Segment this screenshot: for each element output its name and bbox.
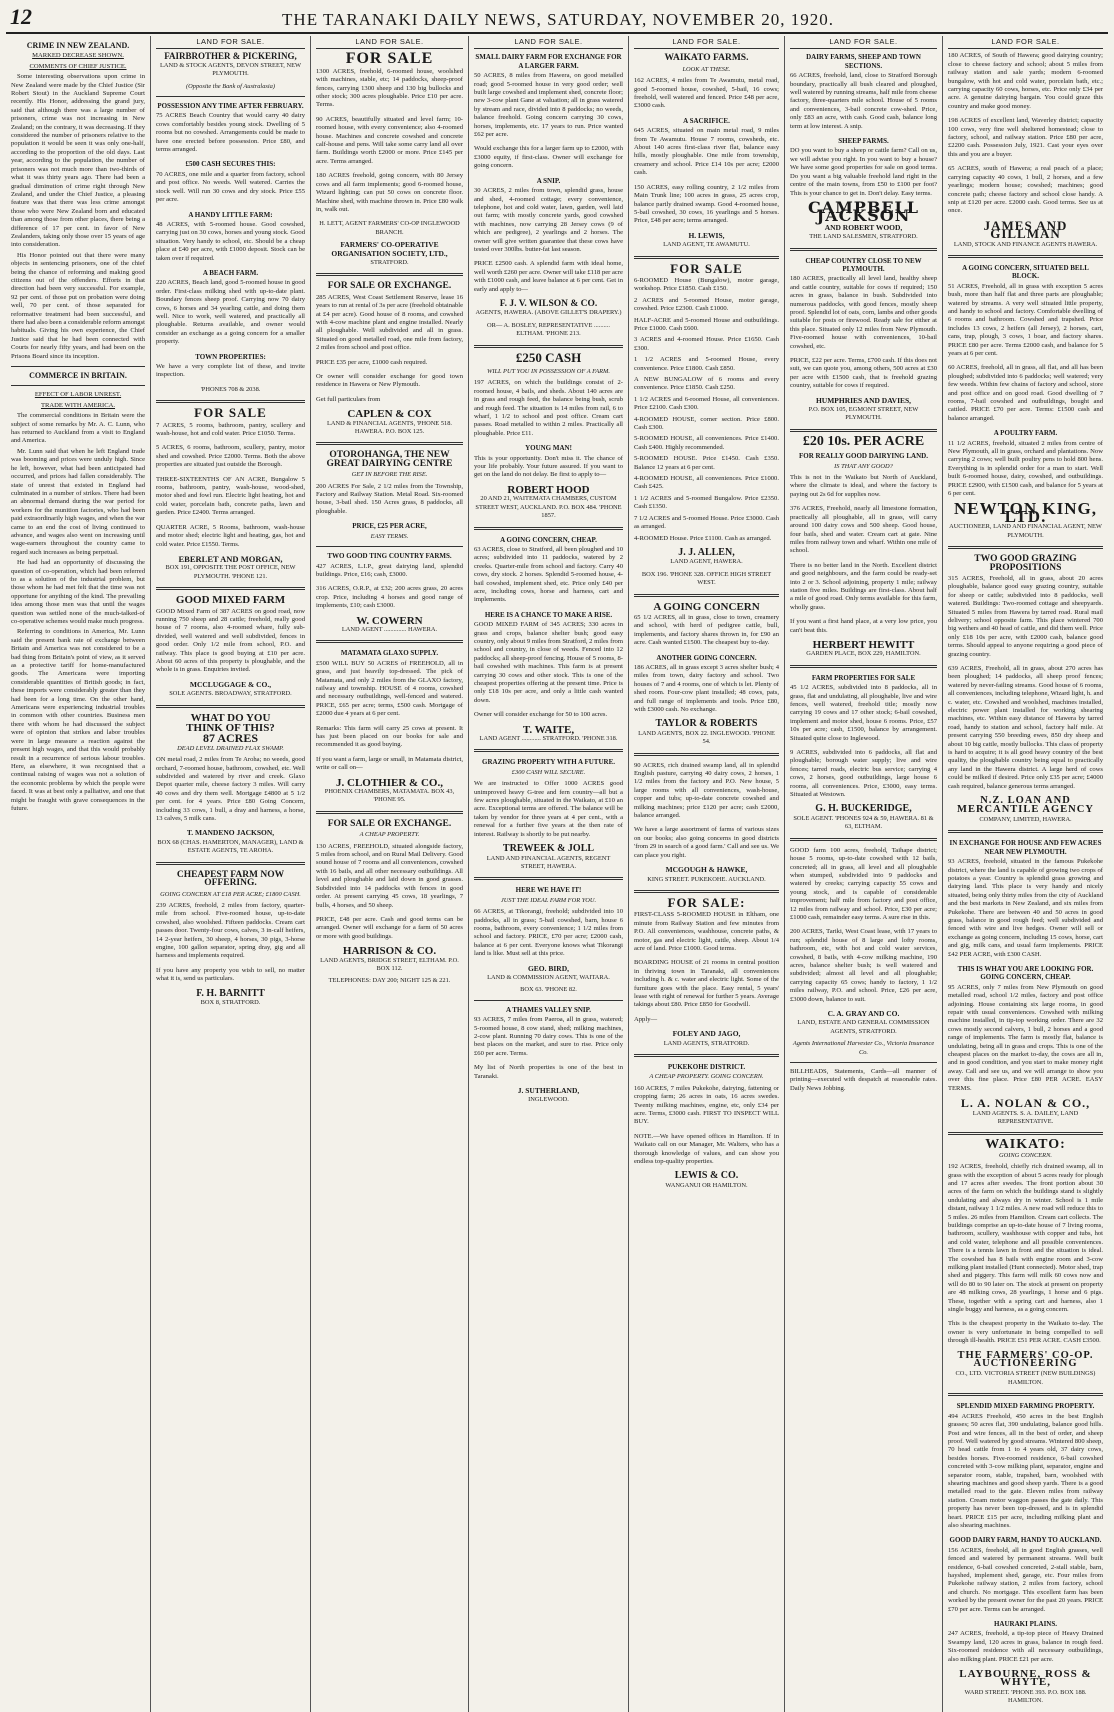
ad-heading: GRAZING PROPERTY WITH A FUTURE.	[482, 758, 615, 767]
ad-text: 9 ACRES, subdivided into 6 paddocks, all flat and ploughable; borough water supply; live and wire fences; tarred roads, electric bus service; carrying 4 cows, 2 horses, good outbuildings, large house 6 rooms, all conveniences. Price, £3000, easy terms. Situated at Westown.	[790, 749, 937, 799]
agent-address: LAND AND FINANCIAL AGENTS, REGENT STREET, HAWERA.	[486, 854, 611, 870]
ad-heading: WAIKATO FARMS.	[664, 53, 749, 64]
ad-text: 247 ACRES, freehold, a tip-top piece of Heavy Drained Swampy land, 120 acres in grass, balance in rough feed. Six-roomed residence with all necessary outbuildings, also milking plant. PRICE £21 per acre.	[948, 1630, 1103, 1663]
agent-note: (Opposite the Bank of Australasia)	[186, 82, 275, 90]
agent-address: LAND AGENT, TE AWAMUTU.	[663, 241, 750, 249]
ad-heading-large: 87 ACRES	[202, 731, 258, 746]
agent-name: MCGOUGH & HAWKE,	[665, 865, 748, 875]
ad-text: 70 ACRES, one mile and a quarter from factory, school and post office. No weeds. Well watered. Carries the stock well. Will run 30 cows and dry stock. Price £55 per acre.	[156, 170, 305, 204]
list-item: 3 ACRES and 4-roomed House. Price £1650. Cash £300.	[634, 336, 779, 352]
article-paragraph: He had had an opportunity of discussing the question of co-operation, which had been referred to as a solution of the industrial problem, but those whom he had met felt that the time was not opportune for anything of the kind. The prevailing idea among those men was that until the wages question was settled none of the much-talked-of co-operative schemes would make much progress.	[11, 559, 145, 625]
ad-text: 1300 ACRES, freehold, 6-roomed house, woolshed with machines, stable, etc; 14 paddocks, sheep-proof fences, carrying 1300 sheep and 130 big bullocks and other stock; 300 acres ploughable. Price £10 per acre. Terms.	[316, 67, 463, 109]
ad-text: There is no better land in the North. Excellent district and good neighbours, and the farm could be ready-set into 2 or 3. School adjoining, property 1 mile; railway station five miles. Buildings are first-class. About half a mile of good road. Only terms available for this farm, wholly grass.	[790, 561, 937, 611]
list-item: 1 1/2 ACRES and 5-roomed Bungalow. Price £2350. Cash £1350.	[634, 494, 779, 511]
ad-text: 75 ACRES Beach Country that would carry 40 dairy cows comfortably besides young stock. Dwelling of 5 rooms but no cowshed. Arrangements could be made to have one erected before possession. Price £80, and terms arranged.	[156, 112, 305, 154]
ad-heading: A HANDY LITTLE FARM:	[188, 210, 273, 219]
ad-text: 285 ACRES, West Coast Settlement Reserve, lease 16 years to run at rental of 3s per acre (freehold obtainable at £4 per acre). Good house of 8 rooms, and cowshed with 4-cow machine plant and engine installed. Nearly all ploughable. Well subdivided and all in grass. Situated on good metalled road, one mile from factory, 2 miles from school and post office.	[316, 293, 463, 352]
ad-text: 156 ACRES, freehold, all in good English grasses, well fenced and watered by permanent streams. Well built residence, 6-bail cowshed concreted, 2-stall stable, barn, hayshed, implement shed, garage, etc. Four miles from Pukekohe railway station, 2 miles from factory, school and church. No mortgage. This excellent farm has been worked by the present owner for the past 20 years. PRICE £70 per acre. Terms can be arranged.	[948, 1546, 1103, 1613]
ad-text: We have a large assortment of farms of various sizes on our books; also going concerns in good districts 'from 29 in search of a good farm.' Call and see us. We can place you right.	[634, 826, 779, 859]
ad-text: 376 ACRES, Freehold, nearly all limestone formation, practically all ploughable, all in grass, will carry around 100 dairy cows and 500 sheep. Good house, four bails, shed and water. Cream cart at gate. Nine miles from railway town and wharf. Within one mile of school.	[790, 505, 937, 555]
agent-name-display: LAYBOURNE, ROSS & WHYTE,	[959, 1668, 1092, 1689]
agent-address: PHOENIX CHAMBERS, MATAMATA. BOX 43, 'PHONE 95.	[324, 788, 455, 804]
ad-subheading: GET IN BEFORE THE RISE.	[351, 471, 428, 479]
list-item: A NEW BUNGALOW of 6 rooms and every convenience. Price £1850. Cash £250.	[634, 376, 779, 392]
agent-address: LAND AGENTS, BRIDGE STREET, ELTHAM. P.O. BOX 112.	[320, 956, 459, 972]
agent-address: P.O. BOX 105, EGMONT STREET, NEW PLYMOUTH.	[808, 406, 919, 422]
ad-heading: SPLENDID MIXED FARMING PROPERTY.	[956, 1402, 1095, 1411]
ad-text: PRICE £2500 cash. A splendid farm with ideal home, well worth £260 per acre. Owner will take £118 per acre with £1000 cash, and leave balance at 6 per cent. Get in early and apply to—	[474, 260, 623, 293]
agent-address: BOX 68 (CHAS. HAMERTON, MANAGER), LAND & ESTATE AGENTS, TE AROHA.	[157, 838, 304, 855]
agent-address: WANGANUI OR HAMILTON.	[665, 1181, 748, 1189]
agent-address: CO., LTD. VICTORIA STREET (NEW BUILDINGS) HAMILTON.	[955, 1370, 1096, 1386]
ad-subheading: A CHEAP PROPERTY. GOING CONCERN.	[649, 1073, 764, 1081]
ad-subheading: DEAD LEVEL DRAINED FLAX SWAMP.	[177, 744, 284, 752]
column-ads-5	[629, 36, 785, 1712]
ad-heading-large: FOR SALE	[345, 50, 434, 68]
agent-name: FAIRBROTHER & PICKERING,	[164, 51, 297, 62]
agent-name: FOLEY AND JAGO,	[672, 1029, 741, 1039]
ad-text: ON metal road, 2 miles from Te Aroha; no weeds, good orchard, 7-roomed house, bathroom, cowshed, etc. Well subdivided and watered by river and creek. Glaxo Depot quarter mile, cheese factory 3 miles. Will carry 40 cows and dry them well. Mortgage £4800 at 5 1/2 per cent. for 4 years. Price £80 Going Concern, including 33 cows, 1 bull, a dray and harness, a horse, 13 calves, 5 milk cans.	[156, 756, 305, 823]
column-ads-6	[785, 36, 943, 1712]
ad-text: GOOD MIXED FARM of 345 ACRES; 330 acres in grass and crops, balance shelter bush; good easy country, only about 9 miles from Stratford, 2 miles from school and country, in close of weeds. Fenced into 12 paddocks; all sheep-proof fencing. House of 5 rooms, 8-bail cowshed with machines. This farm is at present carrying 30 cows and other stock. This is one of the cheapest properties offering at the present time. Price is only £18 10s per acre, and only a little cash wanted down.	[474, 621, 623, 704]
ad-text: 65 1/2 ACRES, all in grass, close to town, creamery and school, with herd of pedigree cattle, bull, implements, and factory shares thrown in, for £90 an acre. Cash wanted £1500. The cheapest buy to-day.	[634, 613, 779, 647]
ad-text: This is the cheapest property in the Waikato to-day. The owner is very unfortunate in being compelled to sell through ill-health. PRICE £51 PER ACRE. CASH £3500.	[948, 1320, 1103, 1345]
agent-name: W. COWERN	[356, 614, 423, 627]
ad-text: PRICE £35 per acre, £1000 cash required.	[316, 358, 428, 366]
agent-address: LAND AGENTS, STRATFORD.	[663, 1039, 750, 1047]
agent-name: T. WAITE,	[522, 723, 575, 736]
ad-heading-large: FOR SALE	[670, 260, 743, 276]
ad-heading-large: £20 10s. PER ACRE	[802, 433, 925, 449]
list-item: 6-ROOMED House (Bungalow), motor garage, workshop. Price £1850. Cash £150.	[634, 276, 779, 293]
agent-name: AND ROBERT WOOD,	[824, 222, 903, 232]
ad-heading: MATAMATA GLAXO SUPPLY.	[340, 649, 439, 658]
ad-text: THREE-SIXTEENTHS OF AN ACRE, Bungalow 5 rooms, bathroom, pantry, wash-house, wood-shed, motor shed and fowl run. Electric light heating, hot and cold water, porcelain bath, concrete paths, lawn and garden. Price £2400. Terms arranged.	[156, 475, 305, 517]
ad-text: 130 ACRES, FREEHOLD, situated alongside factory, 5 miles from school, and on Rural Mail Delivery. Good sound house of 7 rooms and all conveniences, cowshed with 16 bails, and all other necessary outbuildings. All level and ploughable and laid down in good grasses. Subdivided into 14 paddocks with fences in good order. At present carrying 45 cows, 18 yearlings, 7 bulls, 4 horses, and 50 sheep.	[316, 842, 463, 909]
column-ads-3	[311, 36, 469, 1712]
ad-text: If you want a first hand place, at a very low price, you can't beat this.	[790, 618, 937, 634]
agent-name: G. H. BUCKERIDGE,	[815, 803, 912, 815]
ad-text: 220 ACRES, Beach land, good 5-roomed house in good order. First-class milking shed with up-to-date plant. Boundary fences sheep proof. Carrying now 70 dairy cows, 6 horses and 34 yearling cattle, and doing them well. Nice to work, well watered, and practically all ploughable. Returns available, and owner would consider an exchange as a going concern for a smaller property.	[156, 279, 305, 346]
article-paragraph: Some interesting observations upon crime in New Zealand were made by the Chief Justice (Sir Robert Stout) in the Auckland Supreme Court recently. His Honor, addressing the grand jury, said that although there was a large number of prisoners, crime was not increasing in New Zealand; on the contrary, it was decreasing. If they considered the number of prisoners relative to the population it would be seen it was only one-half, according to the proportion of the old days. Last year, according to the population, the number of prisoners was not much more than two-thirds of what it was thirty years ago. There had been a gradual diminution of crime right through New Zealand, and under the Chief Justice, a pleasing feature was that there was less crime amongst those who were New Zealand born and educated than among those from other places, there being a difference of 17 per cent. in favor of New Zealanders, taking only those over 15 years of age into consideration.	[11, 73, 145, 249]
list-item: 1 1/2 ACRES and 5-roomed House, every convenience. Price £1800. Cash £850.	[634, 356, 779, 372]
newspaper-title: THE TARANAKI DAILY NEWS, SATURDAY, NOVEMBER 20, 1920.	[282, 10, 834, 29]
agent-name: ROBERT HOOD	[507, 483, 590, 496]
ad-subheading: FOR REALLY GOOD DAIRYING LAND.	[799, 452, 928, 461]
agent-address: LAND & FINANCIAL AGENTS, 'PHONE 518. HAWERA. P.O. BOX 125.	[327, 419, 452, 436]
ad-heading: A GOING CONCERN, SITUATED BELL BLOCK.	[962, 263, 1089, 281]
property-list	[634, 277, 779, 543]
ad-text: 150 ACRES, easy rolling country, 2 1/2 miles from Main Trunk line; 100 acres in grass, 25 acres crop, balance partly drained swamp. Good 4-roomed house, 5-bail cowshed, 30 cows, 16 yearlings and 5 horses. Price, £48 per acre; terms arranged.	[634, 183, 779, 225]
article-title: COMMERCE IN BRITAIN.	[29, 371, 127, 381]
agent-address: LAND AGENT .............. HAWERA.	[341, 625, 438, 633]
ad-text: 51 ACRES, Freehold, all in grass with exception 5 acres bush, more than half flat and three parts are ploughable; watered by streams. A very well situated little property, and handy to school and factory. Comfortable dwelling of 6 rooms and bathroom. Cowshed and trapshed. Price includes 13 cows, 2 heifers (all Jersey), 2 horses, cart, cans, trap, plough, 3 cows, 1 boar, and factory shares. PRICE £80 per acre. Terms £2000 cash, and balance for 5 years at 6 per cent.	[948, 282, 1103, 357]
ad-text: 95 ACRES, only 7 miles from New Plymouth on good metalled road, school 1/2 miles, factory and post office adjoining. House containing six large rooms, in good repair with usual conveniences. Cowshed with milking machine installed, in tip-top working order. There are 32 cows mostly second calvers, 1 bull, 2 horses and a good range of implements. The farm is mostly flat, balance is undulating, being all in grass and crops. This is one of the cheapest places on the market to-day, the cows are all in, and in good condition, and you start to make money right away. Call and see us, and we will arrange to show you over this fine place. Price £80 PER ACRE. EASY TERMS.	[948, 983, 1103, 1092]
article-paragraph: Mr. Lunn said that when he left England trade was booming and prices were unduly high. Since he left, however, what had been anticipated had occurred, and prices had fallen considerably. The state of unrest that existed in England had culminated in a number of strikes. There had been an abnormal demand during the war period for workers for the munition factories, who had been paid extraordinarily high wages, and when the war came to an end the cost of living continued to advance, and wages also went on increasing until wage-earners throughout the country came to regard such increases as being perpetual.	[11, 447, 145, 556]
agent-name: HARRISON & CO.	[342, 945, 437, 958]
ad-text: If you have any property you wish to sell, no matter what it is, send us particulars.	[156, 966, 305, 983]
ad-heading: HERE WE HAVE IT!	[515, 886, 582, 895]
column-ads-7	[943, 36, 1108, 1712]
ad-text: 239 ACRES, freehold, 2 miles from factory, quarter-mile from school. Five-roomed house, up-to-date cowshed, also woolshed. Fifteen paddocks. Cream cart passes door. Twenty-four cows, calves, 3 in-calf heifers, 14 2-year heifers, 30 sheep, 4 horses, 30 pigs, 3-horse engine, 100 gallon separator, spring dray, gig and all harness and implements required.	[156, 901, 305, 960]
ad-heading: OTOROHANGA, THE NEW GREAT DAIRYING CENTRE	[326, 450, 453, 469]
ad-subheading: A CHEAP PROPERTY.	[359, 831, 420, 839]
agent-name: CAPLEN & COX	[347, 408, 432, 421]
ad-text: 198 ACRES of excellent land, Waverley district; capacity 100 cows, very fine well sheltered homestead; close to factory, school, and railway station. Price £80 per acre, £2200 cash. Possession July, 1921. Cast your eyes over this and you are a buyer.	[948, 117, 1103, 158]
ad-text: 48 ACRES, with 5-roomed house. Good cowshed, carrying just on 30 cows, horses and young stock. Good situation. Very handy to school, etc. Should be a cheap place at £40 per acre, with £1000 deposit. Stock can be taken over if required.	[156, 220, 305, 262]
ad-heading-large: A GOING CONCERN	[653, 600, 760, 613]
ad-heading: ANOTHER GOING CONCERN.	[656, 653, 757, 662]
ad-heading-large: £250 CASH	[515, 349, 582, 365]
ad-text: 11 1/2 ACRES, freehold, situated 2 miles from centre of New Plymouth, all in grass, orchard and plantations. Now carrying 2 cows; well built poultry pens to hold 800 hens. Everything is in splendid order for a man to start. Well built 6-roomed house, dairy, cowshed, and outbuildings. PRICE £2900, with £1500 cash, and balance for 5 years at 6 per cent.	[948, 439, 1103, 498]
ad-text: £500 WILL BUY 50 ACRES of FREEHOLD, all in grass, and just heavily top-dressed. The pick of Matamata, and only 2 miles from the GLAXO factory, railway and township. HOUSE of 4 rooms, cowshed and necessary outbuildings, well-fenced and watered. PRICE, £65 per acre; terms, £500 cash. Mortgage of £2000 due 4 years at 6 per cent.	[316, 659, 463, 718]
ad-text: 50 ACRES, 8 miles from Hawera, on good metalled road; good 5-roomed house in very good order; well built large cowshed and implement shed, concrete floor; new 3-cow plant Gane at valuation; all in grass watered by stream and race, divided into 8 paddocks; no weeds, balance freehold. Going concern carrying 30 cows, horses, implements, etc. 17 years to run. Price wanted £62 per acre.	[474, 72, 623, 139]
ad-text: BOARDING HOUSE of 21 rooms in central position in thriving town in Taranaki, all conveniences including h. & c. water and electric light. Some of the furniture goes with the place. Easy rental, 5 years' lease with right of renewal for further 5 years. Average takings about £80. Price £850 for Goodwill.	[634, 959, 779, 1009]
agent-name: TREWEEK & JOLL	[502, 843, 595, 855]
agent-name-display: CAMPBELL JACKSON	[807, 197, 920, 226]
list-item: 2 ACRES and 5-roomed House, motor garage, cowshed. Price £2300. Cash £1000.	[634, 296, 779, 313]
agent-name-display: L. A. NOLAN & CO.,	[960, 1096, 1091, 1111]
list-item: HALF-ACRE and 5-roomed House and outbuildings. Price £1000. Cash £600.	[634, 316, 779, 332]
article-title: CRIME IN NEW ZEALAND.	[26, 41, 130, 50]
ad-heading: £500 CASH SECURES THIS:	[185, 160, 276, 169]
ad-text: 200 ACRES, Tariki, West Coast lease, with 17 years to run; splendid house of 8 large and lofty rooms, bathroom, etc, with hot and cold water services, cowshed, 8 bails, with 4-cow milking machine, 190 acres, balance shelter bush; is well watered and subdivided; almost all level and all ploughable; carrying capacity 65 cows; handy to factory, 1 1/2 miles railway, P.O. and school. Price, £26 per acre, £3000 down, balance to suit.	[790, 928, 937, 1003]
ad-text: Apply—	[634, 1015, 658, 1023]
agent-name: F. H. BARNITT	[196, 987, 265, 999]
agent-name: EBERLET AND MORGAN,	[178, 553, 283, 564]
masthead	[6, 4, 1108, 34]
article-paragraph: The commercial conditions in Britain were the subject of some remarks by Mr. A. C. Lunn, who has returned to Auckland from a visit to England and America.	[11, 412, 145, 445]
ad-text: 180 ACRES freehold, going concern, with 80 Jersey cows and all farm implements; good 6-roomed house, Wizard lighting; can put 50 cows on concrete floor. Machine shed, with machine thrown in. Price £80 walk in, walk out.	[316, 172, 463, 213]
ad-heading: A SACRIFICE.	[683, 116, 730, 125]
ad-text: We have a very complete list of these, and invite inspection.	[156, 363, 305, 379]
article-kicker: MARKED DECREASE SHOWN.	[32, 52, 124, 60]
ad-price: PRICE, £25 PER ACRE,	[352, 522, 427, 531]
agent-name: T. MANDENO JACKSON,	[186, 828, 275, 838]
ad-heading: A BEACH FARM.	[202, 268, 259, 277]
list-item: 4-ROOMED HOUSE, all conveniences. Price £1000. Cash £425.	[634, 475, 779, 491]
ad-text: 197 ACRES, on which the buildings consist of 2-roomed house, 4 bails, and sheds. About 140 acres are in grass and rough feed, the balance being bush, scrub and rough feed. The situation is 14 miles from rail, 6 to wharf, 1 1/2 to school and post office. Cream cart passes. Road metalled to within 2 miles. Practically all ploughable. Price £11.	[474, 379, 623, 437]
agent-name: C. A. GRAY AND CO.	[827, 1009, 900, 1018]
agent-address: LAND AGENTS, BOX 22. INGLEWOOD. 'PHONE 54.	[638, 729, 775, 746]
ad-heading-large: FOR SALE	[194, 405, 267, 421]
agent-address: BOX 63. 'PHONE 82.	[520, 986, 577, 994]
agent-address: INGLEWOOD.	[528, 1096, 569, 1104]
agent-name: F. J. V. WILSON & CO.	[499, 298, 598, 309]
page-number: 12	[10, 4, 32, 29]
ad-text: GOOD farm 100 acres, freehold, Taihape district; house 5 rooms, up-to-date cowshed with 12 bails, concreted; all in grass, all level and all ploughable when stumped, subdivided into 9 paddocks and watered by creeks; carrying capacity 55 cows and young stock, and is capable of considerable improvement; half mile from factory and post office, 12 miles from railway and school. Price, £30 per acre; £1000 cash, remainder easy terms. A sure rise in this.	[790, 846, 937, 921]
ad-heading: TOWN PROPERTIES:	[195, 352, 266, 361]
ad-text: Remarks: This farm will carry 25 cows at present. It has just been placed on our books for sale and recommended it as good buying.	[316, 724, 463, 749]
ad-heading: POSSESSION ANY TIME AFTER FEBRUARY.	[157, 102, 304, 111]
ad-text: My list of North properties is one of the best in Taranaki.	[474, 1064, 623, 1080]
agent-name-display: NEWTON KING, LTD.	[954, 498, 1097, 526]
column-ads-4	[469, 36, 629, 1712]
ad-heading: A THAMES VALLEY SNIP.	[505, 1005, 592, 1014]
agent-name: GEO. BIRD,	[527, 963, 570, 973]
list-item: 1 1/2 ACRES and 6-roomed House, all conveniences. Price £2100. Cash £300.	[634, 395, 779, 412]
column-ads-2	[151, 36, 311, 1712]
ad-heading: DAIRY FARMS, SHEEP AND TOWN SECTIONS.	[806, 53, 921, 70]
agent-name: H. LEWIS,	[688, 230, 725, 240]
agent-address: BOX 196. 'PHONE 328. OFFICE HIGH STREET WEST.	[641, 570, 772, 587]
ad-text: 316 ACRES, O.R.P., at £32; 200 acres grass, 20 acres crop. Price, including 4 horses and good range of implements, £10; cash £3000.	[316, 585, 463, 610]
ad-heading: FOR SALE OR EXCHANGE.	[327, 818, 452, 829]
agent-address: LAND AGENTS. S. A. DAILEY, LAND REPRESENTATIVE.	[972, 1109, 1079, 1125]
agent-name: J. J. ALLEN,	[678, 546, 735, 558]
agent-name-display: JAMES AND GILLMAN	[983, 217, 1068, 242]
agent-address: SOLE AGENT. 'PHONES 924 & 59, HAWERA. 81 & 63, ELTHAM.	[793, 814, 934, 831]
ad-heading: PUKEKOHE DISTRICT.	[667, 1063, 746, 1071]
agent-address: LAND, STOCK AND FINANCE AGENTS HAWERA.	[953, 240, 1098, 248]
section-header: LAND FOR SALE.	[156, 38, 305, 49]
ad-text: 90 ACRES, rich drained swamp land, all in splendid English pasture, carrying 40 dairy cows, 2 horses, 1 1/2 miles from the factory and P.O. New house, 5 large rooms with all conveniences, wash-house, copper and tubs; up-to-date concrete cowshed and milking machines; price £120 per acre; cash £2000, balance arranged.	[634, 761, 779, 820]
list-item: 7 1/2 ACRES and 5-roomed House. Price £3000. Cash as arranged.	[634, 514, 779, 531]
ad-text: FIRST-CLASS 5-ROOMED HOUSE in Eltham, one minute from Railway Station and few minutes from P.O. All conveniences, washhouse, concrete paths, & motor, gas and electric light, cattle, sheep. About 1/4 acre of land. Price £1000. Good terms.	[634, 911, 779, 952]
agent-address: OR— A. BOSLEY, REPRESENTATIVE .......... ELTHAM. 'PHONE 213.	[487, 321, 610, 338]
ad-text: Owner will consider exchange for 50 to 100 acres.	[474, 711, 608, 719]
agent-address: WARD STREET. 'PHONE 393. P.O. BOX 188. HAMILTON.	[964, 1688, 1087, 1705]
ad-heading: TWO GOOD TING COUNTRY FARMS.	[327, 552, 452, 561]
article-paragraph: Referring to conditions in America, Mr. Lunn said the present bank rate of exchange between Britain and America was not considered to be a bad thing from Britain's point of view, as it served as a protective tariff for home-manufactured goods. The Americans were importing considerable quantities of British goods; in fact, these imports were considerably greater than they had been for a long time. On the other hand, Americans were experiencing industrial troubles in common with other countries. Business men there with whom he had discussed the subject were of opinion that strikes and labor troubles were in large measure a reaction against the present high wages, and that this would probably result in a recurrence of serious labour troubles. Here, as elsewhere, it was recognised that a continual raising of wages was not a solution of the economic problems by which the people were faced. It was at best only a palliative, and one that might be fraught with grave consequences in the future.	[11, 628, 145, 812]
agent-name-display: THE FARMERS' CO-OP. AUCTIONEERING	[957, 1349, 1094, 1370]
ad-heading: THIS IS WHAT YOU ARE LOOKING FOR. GOING CONCERN, CHEAP.	[957, 965, 1094, 982]
ad-text: Get full particulars from	[316, 395, 381, 403]
ad-subheading: JUST THE IDEAL FARM FOR YOU.	[500, 896, 597, 904]
ad-heading-large: GOOD MIXED FARM	[175, 594, 286, 607]
agent-address: LAND & COMMISSION AGENT, WAITARA.	[487, 973, 610, 981]
agent-address: BOX 191, OPPOSITE THE POST OFFICE, NEW PLYMOUTH. 'PHONE 121.	[165, 564, 296, 580]
ad-text: 160 ACRES, 7 miles Pukekohe, dairying, fattening or cropping farm; 26 acres in oats, 16 acres swedes. Twenty milking machines, engine, etc, only £34 per acre. Terms, £3000 cash. FIRST TO INSPECT WILL BUY.	[634, 1084, 779, 1126]
ad-text: 45 1/2 ACRES, subdivided into 8 paddocks, all in grass, flat and undulating, all ploughable, live and wire fences, well watered, freehold title; mostly now carrying 19 cows and 17 other stock; 6-bail cowshed, implement and motor shed, house 6 rooms. Price, £57 10s per acre; cash, £1500, balance by arrangement. Situated quite close to Inglewood.	[790, 684, 937, 742]
ad-text: PRICE, £48 per acre. Cash and good terms can be arranged. Owner will exchange for a farm of 50 acres or more with good buildings.	[316, 915, 463, 940]
ad-subheading: £300 CASH WILL SECURE.	[511, 768, 586, 776]
ad-text: BILLHEADS, Statements, Cards—all manner of printing—executed with despatch at reasonable rates. Daily News Jobbing.	[790, 1068, 937, 1092]
article-kicker: COMMENTS OF CHIEF JUSTICE.	[29, 62, 127, 70]
ad-text: 30 ACRES, 2 miles from town, splendid grass, house and shed, 4-roomed cottage; every convenience, telephone, hot and cold water, lawn, garden, well laid out farm; with mostly concrete yards, good cowshed with machines, now carrying 28 Jersey cows (9 of which are pedigree), 2 yearlings and 2 horses. The owner will give written guarantee that these cows have tested over 300lbs. butter-fat last season.	[474, 187, 623, 253]
ad-heading: FOR SALE OR EXCHANGE.	[327, 281, 452, 292]
ad-heading: YOUNG MAN!	[525, 444, 572, 453]
agent-address: GARDEN PLACE, BOX 229, HAMILTON.	[806, 650, 921, 658]
agent-name-display: N.Z. LOAN AND MERCANTILE AGENCY	[957, 795, 1094, 815]
agent-address: LAND AGENT, HAWERA.	[670, 558, 743, 566]
agent-name: MCCLUGGAGE & CO.,	[189, 679, 272, 689]
ad-text: 7 ACRES, 5 rooms, bathroom, pantry, scullery and wash-house, hot and cold water. Price £1050. Terms.	[156, 421, 305, 438]
ad-heading: HAURAKI PLAINS.	[993, 1620, 1057, 1629]
ad-heading: A GOING CONCERN, CHEAP.	[500, 535, 597, 544]
section-header: LAND FOR SALE.	[948, 38, 1103, 49]
ad-heading-large: THINK OF THIS?	[186, 722, 275, 734]
agent-telephone: TELEPHONES: DAY 200; NIGHT 125 & 221.	[328, 977, 451, 985]
agent-name: LEWIS & CO.	[674, 1170, 739, 1182]
ad-text: 5 ACRES, 6 rooms, bathroom, scullery, pantry, motor shed and cowshed. Price £2000. Terms. Both the above properties are situated just outside the Borough.	[156, 444, 305, 469]
ad-text: QUARTER ACRE, 5 Rooms, bathroom, wash-house and motor shed; electric light and heating, gas, hot and cold water. Price £1550. Terms.	[156, 523, 305, 548]
ad-subheading: GOING CONCERN AT £18 PER ACRE; £1800 CASH.	[160, 890, 301, 898]
ad-text: 93 ACRES, 7 miles from Paeroa, all in grass, watered; 5-roomed house, 8 cow stand, shed; milking machines, 2-cow plant. Running 70 dairy cows. This is one of the best places on the market, and sure to rise. Price only £60 per acre. Terms.	[474, 1016, 623, 1057]
agent-address: AUCTIONEER, LAND AND FINANCIAL AGENT, NEW PLYMOUTH.	[949, 523, 1102, 539]
ad-text: DO you want to buy a sheep or cattle farm? Call on us, we will advise you right. In you want to buy a house? We have some good properties for sale on good terms. Do you want a big valuable freehold land right in the centre of the main towns, from £50 to £100 per foot? This is your chance to get in. Don't delay. Easy terms.	[790, 147, 937, 197]
agent-name: J. CLOTHIER & CO.,	[336, 776, 443, 789]
ad-text: 427 ACRES, L.I.P., great dairying land, splendid buildings. Price, £16; cash, £3000.	[316, 562, 463, 578]
ad-terms: EASY TERMS.	[370, 532, 409, 540]
ad-text: 180 ACRES, practically all level land, healthy sheep and cattle country, suitable for cows if required; 150 acres in grass, balance in bush. Subdivided into numerous paddocks, with good fences, mostly sheep proof. Splendid lot of oats, corn, lambs and other goods suitable for posts or firewood. Ready sale for either at this place. Situated only 12 miles from New Plymouth. Five-roomed house with conveniences, 10-bail cowshed, etc.	[790, 275, 937, 350]
article-kicker: TRADE WITH AMERICA.	[40, 401, 116, 409]
ad-text: 63 ACRES, close to Stratford, all been ploughed and 10 acres; subdivided into 11 paddocks, watered by 2 creeks. Quarter-mile from school and factory. Carry 40 cows, dry stock. 2 horses. Splendid 5-roomed house, 4-bail cowshed, implement shed, etc. Price only £40 per acre, including cows, horse and harness, cart and implements.	[474, 545, 623, 604]
ad-text: Would exchange this for a larger farm up to £2000, with £3000 equity, if first-class. Owner will exchange for going concern.	[474, 145, 623, 170]
list-item: 5-ROOMED HOUSE. Price £1450. Cash £350. Balance 12 years at 6 per cent.	[634, 455, 779, 471]
ad-text: NOTE.—We have opened offices in Hamilton. If in Waikato call on our Manager, Mr. Walters, who has a thorough knowledge of values, and can show you endless top-quality properties.	[634, 1132, 779, 1166]
ad-text: GOOD Mixed Farm of 387 ACRES on good road, now running 750 sheep and 28 cattle; freehold, really good house of 7 rooms, also 4-roomed whare, fully sub-divided, well watered and well subdivided, fences in good order. Only 1/2 mile from school, P.O. and railway. This place is good buying at £10 per acre. About 60 acres of this property is ploughable, and the whole is in grass. Enquiries invited.	[156, 607, 305, 674]
ad-text: 90 ACRES, beautifully situated and level farm; 10-roomed house, with every convenience; also 4-roomed house. Machines and concrete cowshed and concrete calf-house and pens. Will take some carry land all over farm. Buildings worth £2000 or more. Price £145 per acre. Terms arranged.	[316, 115, 463, 165]
ad-text: 60 ACRES, freehold, all in grass, all flat, and all has been ploughed; subdivided into 6 paddocks; well watered; very few weeds. Within few chains of factory and school, store and post office and on good road. Good dwelling of 7 rooms, 7-bail cowshed and outbuildings, bought and cattled. PRICE £70 per acre. Terms: £1500 cash and balance arranged.	[948, 364, 1103, 422]
agent-name: HUMPHRIES AND DAVIES,	[815, 395, 912, 405]
ad-heading-large: WAIKATO:	[985, 1137, 1066, 1153]
agent-name: TAYLOR & ROBERTS	[655, 718, 758, 730]
ad-text: 315 ACRES, Freehold, all in grass, about 20 acres ploughable, balance good easy grazing country, suitable for sheep or cattle; subdivided into 8 paddocks, well watered. Buildings: Two-roomed cottage and sheepyards. Situated 5 miles from Hawera by tarred road. Rural mail delivery; school opposite farm. This place wintered 700 big wethers and 40 head of cattle, and did them well. Price only £18 10s per acre, with £2000 cash, balance good terms. Should appeal to anyone requiring a good piece of grazing country.	[948, 574, 1103, 658]
section-header: LAND FOR SALE.	[634, 38, 779, 49]
agent-address: BOX 8, STRATFORD.	[200, 998, 261, 1006]
column-news	[6, 36, 151, 1712]
agent-address: STRATFORD.	[370, 258, 409, 266]
ad-heading: A SNIP.	[536, 176, 561, 185]
agent-address: LAND AGENT ............ STRATFORD. 'PHONE 318.	[479, 735, 618, 743]
ad-heading: GOOD DAIRY FARM, HANDY TO AUCKLAND.	[949, 1536, 1102, 1545]
agent-address: 20 AND 21, WAITEMATA CHAMBERS, CUSTOM STREET WEST, AUCKLAND. P.O. BOX 484. 'PHONE 1857.	[475, 495, 622, 520]
ad-heading: FARM PROPERTIES FOR SALE	[811, 673, 916, 682]
agent-name: J. SUTHERLAND,	[517, 1086, 580, 1096]
list-item: 5-ROOMED HOUSE, all conveniences. Price £1400. Cash £400. Highly recommended.	[634, 435, 779, 451]
ad-text: 192 ACRES, freehold, chiefly rich drained swamp, all in grass with the exception of about 5 acres ready for plough and 17 acres after swedes. The front portion about 30 acres of the farm on which the buildings stand is slightly undulating and always dry in winter. School is 1 mile distant, railway 1 1/2 miles. A new road will reduce this to 5 miles. 26 miles from Hamilton. Cream cart collects. The buildings comprise an up-to-date house of 7 living rooms, bathroom, scullery, washhouse with copper and tubs, hot and cold water, telephone and all possible conveniences. There is a tennis lawn in front and the situation is ideal. The cowshed has 8 bails with engine room and 3-cow milking plant installed (Hunt connected). Motor shed, trap shed and piggery. This farm will milk 60 cows now and will do 80 to 90 later on. The stock at present on property are 48 milking cows, 28 yearlings, 1 horse and 6 pigs. These, together with a spring cart and harness, also 1 single buggy and harness, as a going concern.	[948, 1163, 1103, 1314]
agent-name: FARMERS' CO-OPERATIVE ORGANISATION SOCIETY, LTD.,	[331, 240, 448, 258]
agent-name: HERBERT HEWITT	[812, 638, 915, 651]
ad-text: 93 ACRES, freehold, situated in the famous Pukekohe district, where the land is capable of growing two crops of potatoes a year. Country is splendid grass growing and dairying land. This place is very handy and nicely situated, being only thirty miles from the city of Auckland and the best markets in New Zealand, and six miles from Pukekohe. There are between 40 and 50 acres in good grass, balance in good rough feed; well subdivided and fenced with wire and live hedges. Owner will sell or exchange as going concern, including 15 cows, horse, cart and gig, milk cans, and usual farm implements. PRICE £42 PER ACRE, with £300 CASH.	[948, 858, 1103, 958]
ad-subheading: LOOK AT THESE.	[682, 65, 731, 73]
agent-address: THE LAND SALESMEN, STRATFORD.	[809, 233, 918, 241]
ad-text: 162 ACRES, 4 miles from Te Awamutu, metal road, good 5-roomed house, cowshed, 5-bail, 16 cows; freehold, well watered and fenced. Price £48 per acre, £3000 cash.	[634, 77, 779, 110]
section-header: LAND FOR SALE.	[316, 38, 463, 49]
ad-text: 639 ACRES, Freehold, all in grass, about 270 acres has been ploughed; 14 paddocks, all sheep proof fences; watered by never-failing streams. Good house of 6 rooms, all conveniences, including telephone, Wizard light, h. and c. water, etc. Cowshed and woolshed, machines installed, electric power plant installed for working shearing machines, etc. Within easy distance of Hawera by tarred road, handy to station and school, factory half mile. At present carrying 550 breeding ewes, 850 dry sheep and about 10 big cattle, mostly bullocks. This class of property is hard to acquire; it is all good heavy country of the best quality, the ploughable country being equal to practically any land in the Hawera district. A large herd of cows could be milked if desired. Price only £35 per acre; £4000 cash required, balance generous terms arranged.	[948, 665, 1103, 790]
ad-text: If you want a farm, large or small, in Matamata district, write or call on—	[316, 755, 463, 772]
agent-address: H. LETT, AGENT FARMERS' CO-OP INGLEWOOD BRANCH.	[319, 220, 460, 236]
list-item: 4-ROOMED HOUSE, corner section. Price £800. Cash £300.	[634, 415, 779, 432]
ad-text: Or owner will consider exchange for good town residence in Hawera or New Plymouth.	[316, 373, 463, 389]
list-item: 4-ROOMED House. Price £1100. Cash as arranged.	[634, 534, 772, 542]
agent-note: Agents International Harvester Co., Victoria Insurance Co.	[792, 1040, 935, 1056]
section-header: LAND FOR SALE.	[790, 38, 937, 49]
agent-address: LAND & STOCK AGENTS, DEVON STREET, NEW PLYMOUTH.	[159, 61, 302, 78]
ad-text: 186 ACRES, all in grass except 3 acres shelter bush; 4 miles from town, dairy factory and school. Two houses of 7 and 4 rooms, one of which is let. Plenty of shed room. Four-cow plant installed; 48 cows, pats, and full range of implements and tools. Price £80, with £3000 cash. No exchange.	[634, 663, 779, 713]
ad-text: This is your opportunity. Don't miss it. The chance of your life probably. Your future assured. If you want to get on the land do not delay. Be first to apply to—	[474, 454, 623, 479]
ad-subheading: IS THAT ANY GOOD?	[834, 462, 893, 470]
agent-address: AGENTS, HAWERA. (ABOVE GILLET'S DRAPERY.)	[475, 309, 622, 317]
ad-heading: TWO GOOD GRAZING PROPOSITIONS	[974, 554, 1077, 573]
ad-subheading: WILL PUT YOU IN POSSESSION OF A FARM.	[487, 368, 610, 375]
ad-text: 200 ACRES For Sale, 2 1/2 miles from the Township, Factory and Railway Station. Metal Road. Six-roomed house, 3-bail shed. 150 Acres grass, 8 paddocks, all ploughable.	[316, 482, 463, 515]
ad-heading: CHEAP COUNTRY CLOSE TO NEW PLYMOUTH.	[805, 256, 922, 273]
ad-heading: SHEEP FARMS.	[838, 137, 889, 146]
ad-text: PRICE, £22 per acre. Terms, £700 cash. If this does not suit, we can quote you, among others, 500 acres at £30 per acre with £1500 cash, that is freehold grazing country, suitable for cows if required.	[790, 357, 937, 390]
ad-text: 65 ACRES, south of Hawera; a real peach of a place; carrying capacity 40 cows, 1 bull, 2 horses, and a few yearlings; modern house; cowshed; machines; good concrete path; cheese factory and school close handy. A snip at £120 per acre. £2000 cash. Good terms. See us at once.	[948, 165, 1103, 215]
agent-address: SOLE AGENTS. BROADWAY, STRATFORD.	[169, 690, 292, 698]
agent-address: COMPANY, LIMITED, HAWERA.	[979, 815, 1072, 823]
ad-text: 66 ACRES, freehold, land, close to Stratford Borough boundary, practically all bush cleared and ploughed, well watered by running streams, half mile from cheese factory, three-quarters mile school. House of 5 rooms and conveniences, 3-bail concrete cow-shed. Price, only £83 an acre, with cash. Good cash, balance long term at low interest. A snip.	[790, 72, 937, 130]
ad-text: 180 ACRES, of South of Hawera; good dairying country; close to cheese factory and school; about 5 miles from railway station and sale yards; modern 6-roomed bungalow, with hot and cold water, porcelain bath, etc.; carrying capacity 60 cows, horses, etc. Price only £34 per acre. A genuine dairying bargain. You could graze this country and make good money.	[948, 52, 1103, 110]
agent-address: LAND, ESTATE AND GENERAL COMMISSION AGENTS, STRATFORD.	[797, 1019, 930, 1035]
section-header: LAND FOR SALE.	[474, 38, 623, 49]
ad-text: This is not in the Waikato but North of Auckland, where the climate is ideal, and where the factory is paying out 2s 6d for supplies now.	[790, 474, 937, 498]
ad-text: We are instructed to Offer 1000 ACRES good unimproved heavy G-tree and fern country—all but a few acres ploughable, situated in the Waikato, at £10 an acre. Exceptional terms are offered. The balance will be taken by vendor for three years at 4 per cent., with a renewal for a further five years at the then rate of interest. Railway is shortly to be put nearby.	[474, 780, 623, 838]
ad-heading: CHEAPEST FARM NOW OFFERING.	[176, 869, 285, 889]
ad-heading: IN EXCHANGE FOR HOUSE AND FEW ACRES NEAR NEW PLYMOUTH.	[949, 839, 1102, 856]
ad-heading: SMALL DAIRY FARM FOR EXCHANGE FOR A LARGER FARM.	[475, 53, 622, 70]
ad-text: 494 ACRES Freehold, 450 acres in the best English grasses; 50 acres flat, 390 undulating, balance good hills. Post and wire fences, all in the best of order, and sheep proof. Well watered by good streams. Wintered 800 sheep, 70 head cattle from 1 to 4 years old, 37 dairy cows, besides horses. Five-roomed residence, 6-bail cowshed concreted with 3-cow milking plant, separator, engine and separator room, stable, trapshed, barn, woolshed with shearing machines and good sheep yards. There is a good metalled road to the gate. Eleven miles from railway station. Cream motor waggon passes the gate daily. This property has never been top-dressed, and is in splendid heart. PRICE £15 per acre, including milking plant and also shearing machines.	[948, 1412, 1103, 1529]
agent-address: KING STREET. PUKEKOHE. AUCKLAND.	[647, 875, 766, 883]
phone-numbers: 'PHONES 708 & 2038.	[200, 385, 261, 393]
article-paragraph: His Honor pointed out that there were many objects in sentencing prisoners, one of the chief being the chance of reforming and making good citizens out of the offenders. Efforts in that direction had been very successful. For example, 92 per cent. of those put on probation were doing well, 70 per cent. of those separated for reformative treatment had been successful, and there had also been a considerable reform amongst habituals. Giving his own experience, the Chief Justice said that he had been connected with Courts for nearly fifty years, and had been on the Prisons Board since its inception.	[11, 251, 145, 360]
ad-heading: HERE IS A CHANCE TO MAKE A RISE.	[484, 610, 613, 619]
ad-heading-large: WHAT DO YOU	[190, 711, 271, 724]
ad-text: 66 ACRES, at Tikorangi, freehold; subdivided into 10 paddocks, all in grass; 5-bail cowshed, barn, house 6 rooms, bathroom, every convenience; 1 1/2 miles from school and factory. PRICE, £70 per acre; £2000 cash, balance at 6 per cent. Everyone knows what Tikorangi land is like. Must sell at this price.	[474, 908, 623, 958]
ad-heading-large: FOR SALE:	[667, 894, 746, 910]
ad-text: 645 ACRES, situated on main metal road, 9 miles from Te Awamutu. House 7 rooms, cowsheds, etc. About 140 acres first-class river flat, balance easy hills, mostly ploughable. One mile from township, creamery and school. Price £14 10s per acre; £2000 cash.	[634, 127, 779, 177]
article-kicker: EFFECT OF LABOR UNREST.	[34, 391, 122, 399]
ad-heading: A POULTRY FARM.	[993, 429, 1058, 438]
ad-subheading: GOING CONCERN.	[999, 1151, 1052, 1159]
